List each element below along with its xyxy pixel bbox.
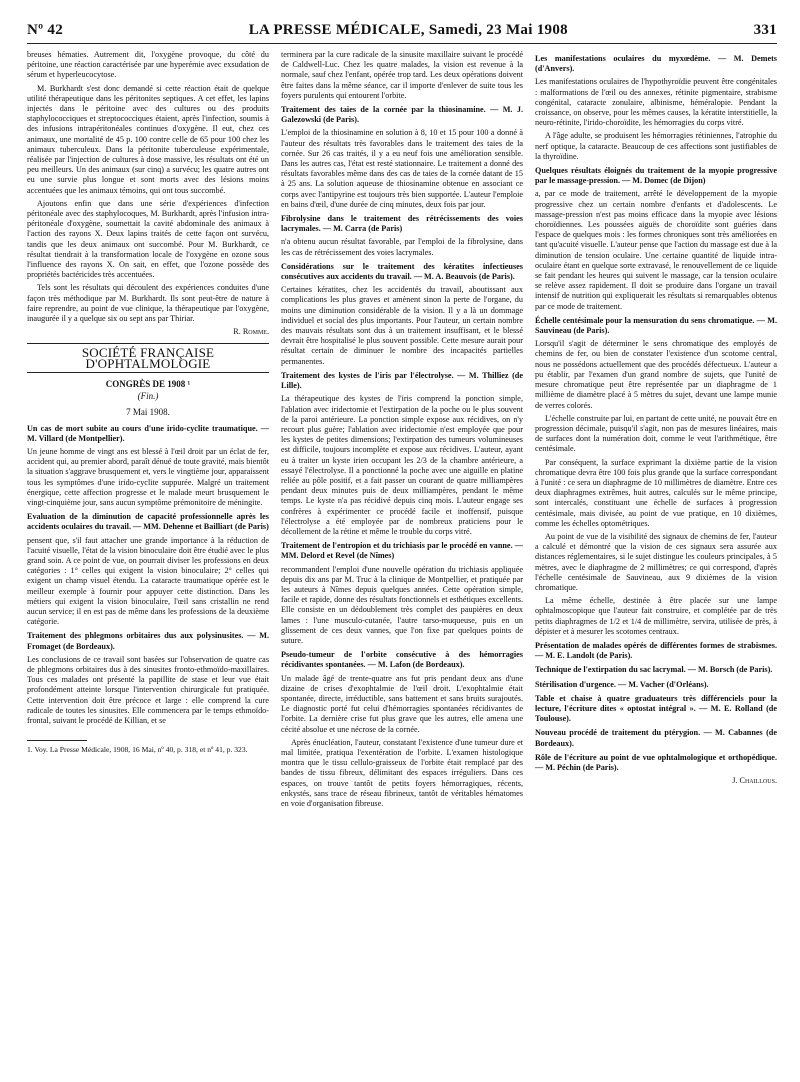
paragraph: Au point de vue de la visibilité des signaux de chemins de fer, l'auteur a calculé et démontré que la vision de ces signaux sera assurée aux distances réglementaires, si le sujet distingue les couleurs principales, à 5 mètres, avec le diaphragme de 2 millimètres; ce qui correspond, d'après l'échelle centésimale de Sauvineau, aux 9 dixièmes de la vision chromatique.	[535, 531, 777, 592]
article-heading: Evaluation de la diminution de capacité professionnelle après les accidents oculaires du travail. — MM. Dehenne et Bailliart (de Paris)	[27, 512, 269, 532]
issue-number: Nº 42	[27, 22, 64, 38]
masthead	[27, 22, 777, 44]
paragraph: Les conclusions de ce travail sont basées sur l'observation de quatre cas de phlegmons orbitaires dus à des sinusites fronto-ethmoïdo-maxillaires. Tous ces malades ont présenté la papillite de stase et leur vue était profondément atteinte lorsque l'intervention chirurgicale fut pratiquée. Cette intervention doit être précoce et large : elle comprend la cure radicale de toutes les sinusites. Elle commencera par le temps ethmoïdo-frontal, suivant le procédé de Killian, et se	[27, 654, 269, 725]
paragraph: a, par ce mode de traitement, arrêté le développement de la myopie progressive chez un certain nombre d'enfants et d'adolescents. Le massage-pression n'est pas moins efficace dans la myopie avec lésions choroïdiennes. Les poussées aiguës de choroïdite sont guéries dans l'espace de quelques mois : les formes chroniques sont très améliorées en tant qu'acuité visuelle. L'auteur pense que l'action du massage est due à la diminution de tension oculaire. Une certaine quantité de liquide intra-oculaire étant en quelque sorte extravasé, le renouvellement de ce liquide se fait pendant les heures qui suivent le massage, car la tension oculaire se relève assez rapidement. Il doit se produire dans l'organe un travail intensif de nutrition qui expliquerait les résultats si remarquables obtenus par ce mode de traitement.	[535, 189, 777, 311]
paragraph: La thérapeutique des kystes de l'iris comprend la ponction simple, l'ablation avec iridectomie et l'extirpation de la poche ou le plus souvent de la paroi antérieure. La ponction simple expose aux récidives, on n'y recourt plus guère; l'ablation avec iridectomie n'est employée que pour les kystes de petites dimensions; l'extirpation des tumeurs volumineuses est difficile, toujours incomplète et expose aux récidives. L'auteur, ayant eu à traiter un kyste irien occupant les 2/3 de la chambre antérieure, a essayé l'électrolyse. Il a ponctionné la poche avec une aiguille en platine reliée au pôle positif, et a fait passer un courant de quatre milliampères pendant deux minutes puis de deux milliampères, pendant le même temps. Le kyste n'a pas récidivé depuis cinq mois. L'auteur engage ses confrères à expérimenter ce procédé facile et inoffensif, puisque l'électrolyse a été employée par de nombreux praticiens pour le décollement de la rétine et même le trouble du corps vitré.	[281, 394, 523, 536]
article-heading: Rôle de l'écriture au point de vue ophtalmologique et orthopédique. — M. Péchin (de Paris).	[535, 752, 777, 772]
paragraph: Ajoutons enfin que dans une série d'expériences d'infection péritonéale avec des staphylocoques, M. Burkhardt, après l'infusion intra-péritonéale d'oxygène, soumettait la cavité abdominale des animaux à l'action des rayons X. Deux lapins traités de cette façon ont survécu, tandis que les deux animaux ont succombé. Pour M. Burkhardt, ce résultat tiendrait à la transformation locale de l'oxygène en ozone sous l'influence des rayons X. On sait, en effet, que l'ozone possède des propriétés bactéricides très accentuées.	[27, 198, 269, 280]
column-3	[535, 50, 777, 812]
paragraph: Un jeune homme de vingt ans est blessé à l'œil droit par un éclat de fer, accident qui, au premier abord, paraît dénué de toute gravité, mais bientôt la situation s'aggrave brusquement et, vers le vingtième jour, apparaissent tous les symptômes d'une irido-cyclite suppurée. Malgré un traitement énergique, cette affection progresse et le malade meurt brusquement le vingt-cinquième jour, sans aucun symptôme prémonitoire de méningite.	[27, 446, 269, 507]
article-heading: Quelques résultats éloignés du traitement de la myopie progressive par le massage-pression. — M. Domec (de Dijon)	[535, 166, 777, 186]
paragraph: Par conséquent, la surface exprimant la dixième partie de la vision chromatique devra être 100 fois plus grande que la surface correspondant à l'unité : ce sera un diaphragme de 10 millimètres de diamètre. Entre ces deux diaphragmes extrêmes, huit autres, calculés sur le même principe, sont intercalés, constituant une échelle de surfaces à progression centésimale, mais divisée, au point de vue pratique, en 10 dixièmes, comme les échelles optométriques.	[535, 457, 777, 528]
article-heading: Traitement de l'entropion et du trichiasis par le procédé en vanne. — MM. Delord et Revel (de Nîmes)	[281, 541, 523, 561]
column-1	[27, 50, 269, 812]
paragraph: A l'âge adulte, se produisent les hémorragies rétiniennes, l'atrophie du nerf optique, la cataracte. Beaucoup de ces affections sont justifiables de la thyroïdine.	[535, 131, 777, 161]
paragraph: La même échelle, destinée à être placée sur une lampe ophtalmoscopique que l'auteur fait construire, et complétée par de très petits diaphragmes de 1/2 et 1/4 de millimètre, servira, utilisée de près, à dépister et à mesurer les scotomes centraux.	[535, 596, 777, 636]
article-heading: Les manifestations oculaires du myxœdème. — M. Demets (d'Anvers).	[535, 54, 777, 74]
article-heading: Pseudo-tumeur de l'orbite consécutive à des hémorragies récidivantes spontanées. — M. Lafon (de Bordeaux).	[281, 650, 523, 670]
paragraph: Lorsqu'il s'agit de déterminer le sens chromatique des employés de chemins de fer, ou bien de constater l'existence d'un scotome central, nous ne possédons actuellement que des procédés défectueux. L'auteur a pu établir, par l'examen d'un grand nombre de sujets, que l'unité de mesure chromatique peut être représentée par un diaphragme de 1 millième de diamètre placé à 5 mètres du sujet, devant une lampe munie de verres colorés.	[535, 339, 777, 410]
paragraph: breuses hématies. Autrement dit, l'oxygène provoque, du côté du péritoine, une réaction caractérisée par une hyperémie avec exsudation de sérum et hyperleucocytose.	[27, 50, 269, 80]
section-rule	[27, 343, 269, 344]
paragraph: pensent que, s'il faut attacher une grande importance à la réduction de l'acuité visuelle, l'état de la vision binoculaire doit être étudié avec le plus grand soin. A ce point de vue, on pourrait diviser les professions en deux catégories : 1° celles qui exigent la vision binoculaire; 2° celles qui exigent un champ visuel étendu. La cataracte traumatique opérée est le meilleur exemple à fournir pour appuyer cette distinction. Dans les métiers qui exigent la vision binoculaire, l'œil sans cristallin ne rend aucun service; il en est pas de même dans les professions de la deuxième catégorie.	[27, 535, 269, 627]
footnote: 1. Voy. La Presse Médicale, 1908, 16 Mai, nº 40, p. 318, et nº 41, p. 323.	[27, 745, 248, 755]
columns	[27, 50, 777, 812]
article-heading: Stérilisation d'urgence. — M. Vacher (d'Orléans).	[535, 679, 709, 689]
article-heading: Fibrolysine dans le traitement des rétrécissements des voies lacrymales. — M. Carra (de Paris)	[281, 214, 523, 234]
author-signature: R. Romme.	[233, 327, 269, 337]
article-heading: Technique de l'extirpation du sac lacrymal. — M. Borsch (de Paris).	[535, 665, 773, 675]
paragraph: recommandent l'emploi d'une nouvelle opération du trichiasis appliquée depuis dix ans par M. Truc à la clinique de Montpellier, et pratiquée par les auteurs à Nîmes depuis quelques années. Cette opération simple, facile et rapide, donne des résultats fonctionnels et esthétiques excellents. Elle consiste en un dédoublement très complet des paupières en deux lames : l'une musculo-cutanée, l'autre tarso-muqueuse, puis en un glissement de ces deux vannes, que l'on fixe par quelques points de suture.	[281, 564, 523, 645]
fin-label: (Fin.)	[137, 391, 159, 402]
article-heading: Présentation de malades opérés de différentes formes de strabismes. — M. E. Landolt (de Paris).	[535, 640, 777, 661]
paragraph: terminera par la cure radicale de la sinusite maxillaire suivant le procédé de Caldwell-Luc. Chez les quatre malades, la vision est revenue à la normale, sauf chez l'enfant, opérée trop tard. Les deux opérations doivent être faites dans la même séance, car il importe d'enlever de suite tous les foyers purulents qui entourent l'orbite.	[281, 50, 523, 100]
paragraph: Les manifestations oculaires de l'hypothyroïdie peuvent être congénitales : malformations de l'œil ou des annexes, rétinite pigmentaire, strabisme congénital, cataracte zonulaire, albinisme, héméralopie. Pendant la croissance, on observe, pour les mêmes causes, la kératite interstitielle, la neuro-rétinite, l'irido-choroïdite, les hémorragies du corps vitré.	[535, 77, 777, 128]
footnote-rule	[27, 740, 87, 741]
society-heading: SOCIÉTÉ FRANÇAISE D'OPHTALMOLOGIE	[81, 345, 215, 371]
congress-heading: CONGRÈS DE 1908 ¹	[105, 378, 191, 389]
paragraph: Un malade âgé de trente-quatre ans fut pris pendant deux ans d'une dizaine de crises d'exophtalmie de l'œil droit. L'exophtalmie était spontanée, directe, irréductible, sans battement et sans bruits surajoutés. Le diagnostic porté fut celui d'hémorragies spontanées récidivantes de l'orbite. La dernière crise fut plus grave que les autres, elle amena une cécité absolue et une nécrose de la cornée.	[281, 673, 523, 734]
article-heading: Échelle centésimale pour la mensuration du sens chromatique. — M. Sauvineau (de Paris).	[535, 315, 777, 336]
article-heading: Traitement des taies de la cornée par la thiosinamine. — M. J. Galezowski (de Paris).	[281, 105, 523, 125]
article-heading: Nouveau procédé de traitement du ptérygion. — M. Cabannes (de Bordeaux).	[535, 728, 777, 748]
article-heading: Traitement des phlegmons orbitaires dus aux polysinusites. — M. Fromaget (de Bordeaux).	[27, 631, 269, 651]
column-2	[281, 50, 523, 812]
section-rule	[27, 372, 269, 373]
article-heading: Traitement des kystes de l'iris par l'électrolyse. — M. Thilliez (de Lille).	[281, 370, 523, 391]
paragraph: M. Burkhardt s'est donc demandé si cette réaction était de quelque utilité thérapeutique dans les péritonites septiques. A cet effet, les lapins injectés dans le péritoine avec des cultures ou des produits staphylococciques et streptococciques étaient, après l'infection, soumis à des infusions intrapéritonéales continues d'oxygène. Il eut, chez ces animaux, une mortalité de 45 p. 100 contre celle de 65 pour 100 chez les animaux tuberculeux. Dans la péritonite tuberculeuse expérimentale, réalisée par l'injection de cultures à dose massive, les résultats ont été un peu meilleurs. Un des animaux (sur cinq) a survécu; les quatre autres ont eu une survie plus longue et sont morts avec des lésions moins accentuées que les animaux témoins, qui ont tous succombé.	[27, 83, 269, 195]
article-heading: Considérations sur le traitement des kératites infectieuses consécutives aux accidents du travail. — M. A. Beauvois (de Paris).	[281, 261, 523, 282]
paragraph: L'échelle construite par lui, en partant de cette unité, ne pouvait être en progression décimale, puisqu'il s'agit, non pas de mesures linéaires, mais de surfaces dont la numération doit, comme le veut l'arithmétique, être centésimale.	[535, 413, 777, 454]
paragraph: n'a obtenu aucun résultat favorable, par l'emploi de la fibrolysine, dans les cas de rétrécissement des voies lacrymales.	[281, 237, 523, 257]
paragraph: Tels sont les résultats qui découlent des expériences conduites d'une façon très méthodique par M. Burkhardt. Ils sont peut-être de nature à faire reprendre, au point de vue clinique, la thérapeutique par l'oxygène, inaugurée il y a quelque six ou sept ans par Thiriar.	[27, 283, 269, 324]
paragraph: L'emploi de la thiosinamine en solution à 8, 10 et 15 pour 100 a donné à l'auteur des résultats très favorables dans le traitement des taies de la cornée. Sur 26 cas traités, il y a eu neuf fois une amélioration sensible. Dans les autres cas, l'état est resté stationnaire. Le traitement a donné des résultats favorables même dans des cas de taies de la cornée datant de 15 à 25 ans. La solution aqueuse de thiosinamine obtenue en associant ce corps avec l'antipyrine est toujours très bien supportée. L'auteur l'emploie en bains d'œil, d'une durée de cinq minutes, deux fois par jour.	[281, 128, 523, 209]
session-date: 7 Mai 1908.	[126, 407, 170, 418]
article-heading: Table et chaise à quatre graduateurs très différenciels pour la lecture, l'écriture dites « optostat intégral ». — M. E. Rolland (de Toulouse).	[535, 693, 777, 724]
author-signature: J. Chaillous.	[732, 776, 777, 786]
paragraph: Certaines kératites, chez les accidentés du travail, aboutissant aux complications les plus graves et amènent sinon la perte de l'organe, du moins une diminution considérable de la vision. Il y a là un dommage individuel et social des plus importants. Pour l'auteur, un certain nombre des mauvais résultats sont dus à un traitement insuffisant, et le blessé devrait être hospitalisé le plus souvent possible. Cette mesure aurait pour résultat certain de diminuer le nombre des incapacités partielles permanentes.	[281, 285, 523, 366]
paragraph: Après énucléation, l'auteur, constatant l'existence d'une tumeur dure et mal limitée, pratiqua l'exentération de l'orbite. L'examen histologique montra que le tissu cellulo-graisseux de l'orbite était remplacé par des bandes de tissu fibreux, délimitant des espaces irréguliers. Dans ces espaces, on trouve tantôt de petits foyers hémorragiques, récents, enkystés, sans trace de réseau fibrineux, tantôt de véritables hématomes en voie d'organisation fibreuse.	[281, 737, 523, 809]
article-heading: Un cas de mort subite au cours d'une irido-cyclite traumatique. — M. Villard (de Montpellier).	[27, 423, 269, 443]
journal-title: LA PRESSE MÉDICALE, Samedi, 23 Mai 1908	[248, 22, 568, 38]
page-number: 331	[753, 22, 777, 38]
